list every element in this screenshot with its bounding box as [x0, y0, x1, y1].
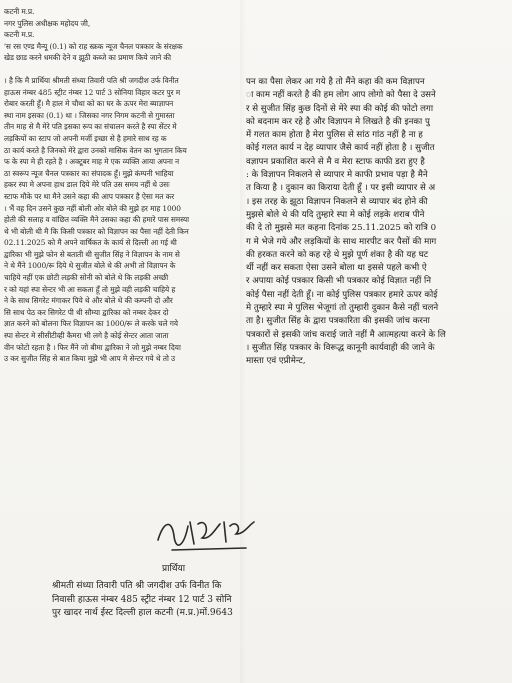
body-line: की दे तो मुझसे मत कहना दिनांक 25.11.2025 को रात्रि 0	[246, 223, 437, 234]
body-line: ठा कार्य करते है जिनको मेरे द्वारा उनको मासिक वेतन का भुगतान किय	[4, 145, 187, 155]
body-line: वज्ञापन प्रकाशित करने से मै व मेरा स्टाफ काफी डरा हुए है	[246, 156, 425, 167]
applicant-details	[52, 580, 266, 621]
body-line: थे भी बोली थी मै कि किसी पत्रकार को विज्ञापन का पैसा नहीं देती किन	[4, 226, 189, 236]
body-line: र्थी नहीं कर सकता ऐसा उसने बोला था इससे पहले कभी ऐ	[246, 263, 427, 274]
body-line: ा काम नहीं करते है की हम लोग आप लोगो को पैसा दे उसने	[246, 90, 436, 101]
body-line: त किया है । दुकान का किराया देती हूँ । पर इसी व्यापार से अ	[246, 183, 436, 194]
body-line: मास्ता एवं एप्रीमेन्ट,	[246, 356, 306, 367]
body-line: ता है। सुजीत सिंह के द्वारा पत्रकारिता की इसकी जांच करना	[246, 316, 430, 327]
body-line: चाहिये नहीं एक छोटी लड़की सोनी को बोले थे कि लड़की अच्छी	[4, 273, 169, 283]
header-line: 'स रस एण्ड मैन्यू (0.1) को राह स्क्रक न्यूज चैनल पत्रकार के संरक्षक	[4, 41, 183, 51]
body-line: तीन माह से मै मेरे पति इसका रूप का संचालन करते है स्पा सेंटर मे	[4, 122, 177, 132]
body-line: स्टाफ मौके पर था मैने उसने कहा की आप पत्रकार है ऐसा मत कर	[4, 191, 175, 201]
header-line: कटनी म.प्र.	[4, 30, 35, 40]
body-line: होती की सलाह व वांछित व्यक्ति मैने उसका कहा की हमारे पास समस्या	[4, 215, 189, 225]
body-line: फ के स्पा मे ही रहते है । अक्टूबर माह मे एक व्यक्ति आया अपना न	[4, 157, 180, 167]
body-line: स्था नाम इसका (0.1) था । जिसका नगर निगम कटनी से गुमास्ता	[4, 110, 175, 120]
body-line: की हरकत करने को कह रहे थे मुझे पूर्ण शंका है की यह घट	[246, 249, 429, 260]
body-line: र से सुजीत सिंह कुछ दिनों से मेरे स्पा की कोई की फोटो लगा	[246, 103, 434, 114]
handwritten-signature	[150, 510, 270, 556]
signature-detail-line: श्रीमती संध्या तिवारी पति श्री जगदीश उर्फ विनीत कि	[52, 581, 222, 591]
signature-label: प्रार्थिया	[162, 564, 186, 574]
signature-detail-line: निवासी हाऊस नंम्बर 485 स्ट्रीट नंम्बर 12 पार्ट 3 सोनि	[52, 594, 232, 605]
body-line: ने थे मैंने 1000/रू दिये थे सुजीत बोले थे की अभी तो विज्ञापन के	[4, 261, 176, 271]
body-line: र को यहां स्पा सेन्टर भी आ सकता हूँ तो मुझे वही लड़की चाहिये ह	[4, 284, 176, 294]
body-line: सि साथ पेठ कर सिगरेट पी थी सौम्या द्वारिका को नम्बर देकर दो	[4, 307, 169, 317]
body-line: वीन फोटो रहता है । फिर मैंने जो बीमा द्वारिका ने जो मुझे नम्बर दिया	[4, 342, 181, 352]
body-line: कोई गलत कार्य न देह व्यापार जैसे कार्य नहीं होता है । सुजीत	[246, 143, 435, 154]
body-line: स्पा सेन्टर मे सीसीटीव्ही कैमरा भी लगे है कोई सेन्टर आता जाता	[4, 331, 169, 341]
body-line: ज्ञात करने को बोलना फिर विज्ञापन का 1000/रू ले करके चले गये	[4, 319, 178, 329]
body-line: र अपाया कोई पत्रकार किसी भी पत्रकार कोई विज्ञात नहीं नि	[246, 276, 432, 287]
body-line: पत्रकारों से इसकी जांच कराई जाते नहीं मै आत्महत्या करने के लि	[246, 329, 446, 340]
body-line: मुझसे बोले थे की यदि तुम्हारे स्पा मे कोई लड़के शराब पीने	[246, 209, 425, 220]
left-column	[4, 6, 240, 365]
body-line: । है कि मै प्रार्थिया श्रीमती संध्या तिवारी पति श्री जगदीश उर्फ विनीत	[4, 75, 179, 85]
header-line: कटनी म.प्र.	[4, 7, 35, 16]
signature-detail-line: पुर खादर नार्थ ईस्ट दिल्ली हाल कटनी (म.प्र.)मों.9643	[52, 608, 233, 619]
header-line: नगर पुलिस अधीक्षक महोदय जी,	[4, 18, 91, 28]
body-line: में गलत काम होता है मेरा पुलिस से सांठ गांठ नहीं है ना ह	[246, 130, 423, 141]
spacer	[4, 64, 240, 75]
body-line: लड़कियों का स्टाप जो अपनी मर्जी इच्छा से है हमारे साथ रह क	[4, 133, 167, 143]
body-line: : के विज्ञापन निकलने से व्यापार मे काफी प्रभाव पड़ा है मैने	[246, 170, 428, 181]
body-line: हकर स्पा मे अपना हाथ डाल दिये मेरे पति उस समय नहीं थे उसः	[4, 180, 170, 190]
header-line: खेड छाड करने धमकी देने व झूठी कब्जे का प्रमाण किये जाने की	[4, 53, 171, 63]
body-line: हाऊस नंम्बर 485 स्ट्रीट नंम्बर 12 पार्ट 3 सोनिया विहार कटर पुर म	[4, 87, 181, 97]
body-line: मे तुम्हारे स्पा मे पुलिस भेजूगां तो तुम्हारी दुकान कैसे नहीं चलने	[246, 303, 439, 314]
right-column	[246, 76, 510, 369]
body-line: । सुजीत सिंह पत्रकार के विरूद्ध कानूनी कार्यवाही की जाने के	[246, 342, 435, 353]
body-line: को बदनाम कर रहे है और विज्ञापन मे लिखते है की इनका पु	[246, 116, 430, 127]
body-line: कोई पैसा नहीं देती हूँ। ना कोई पुलिस पत्रकार हमारे ऊपर कोई	[246, 289, 438, 300]
body-line: ग मे भेजे गये और लड़कियों के साथ मारपीट कर पैसों की माग	[246, 236, 437, 247]
body-line: । इस तरह के झूठा विज्ञापन निकलने से व्यापार बंद होने की	[246, 196, 428, 207]
body-line: उ कर सुजीत सिंह से बात किया मुझे भी आप मे सेन्टर गये थे तो उ	[4, 354, 175, 364]
body-line: पन का पैसा लेकर आ गये है तो मैंने कहा की कम विज्ञापन	[246, 77, 425, 87]
body-line: रोबार करती हूँ। मै हाल मे चौथा को का घर के ऊपर मेरा ब्याज्ञापन	[4, 99, 174, 109]
body-line: ठा स्वरूप न्यूज चैनल पत्रकार का संपादक हूँ। मुझे कंम्पनी भाहिया	[4, 168, 174, 178]
body-line: । भैं वह दिन उसने कुछ नहीं बोली ओर बोले की मुझे हर माह 1000	[4, 203, 181, 213]
body-line: 02.11.2025 को मै अपने वार्षिकत के कार्य से दिल्ली आ गई थी	[4, 238, 177, 248]
body-line: द्वारिका भी मुझे फोन से बताती थी सुजीत सिंह ने विज्ञापन के नाम से	[4, 249, 180, 259]
body-line: ने के साथ सिगरेट मंगाकर पिये थे और बोले थे की कम्पनी दो और	[4, 296, 173, 306]
